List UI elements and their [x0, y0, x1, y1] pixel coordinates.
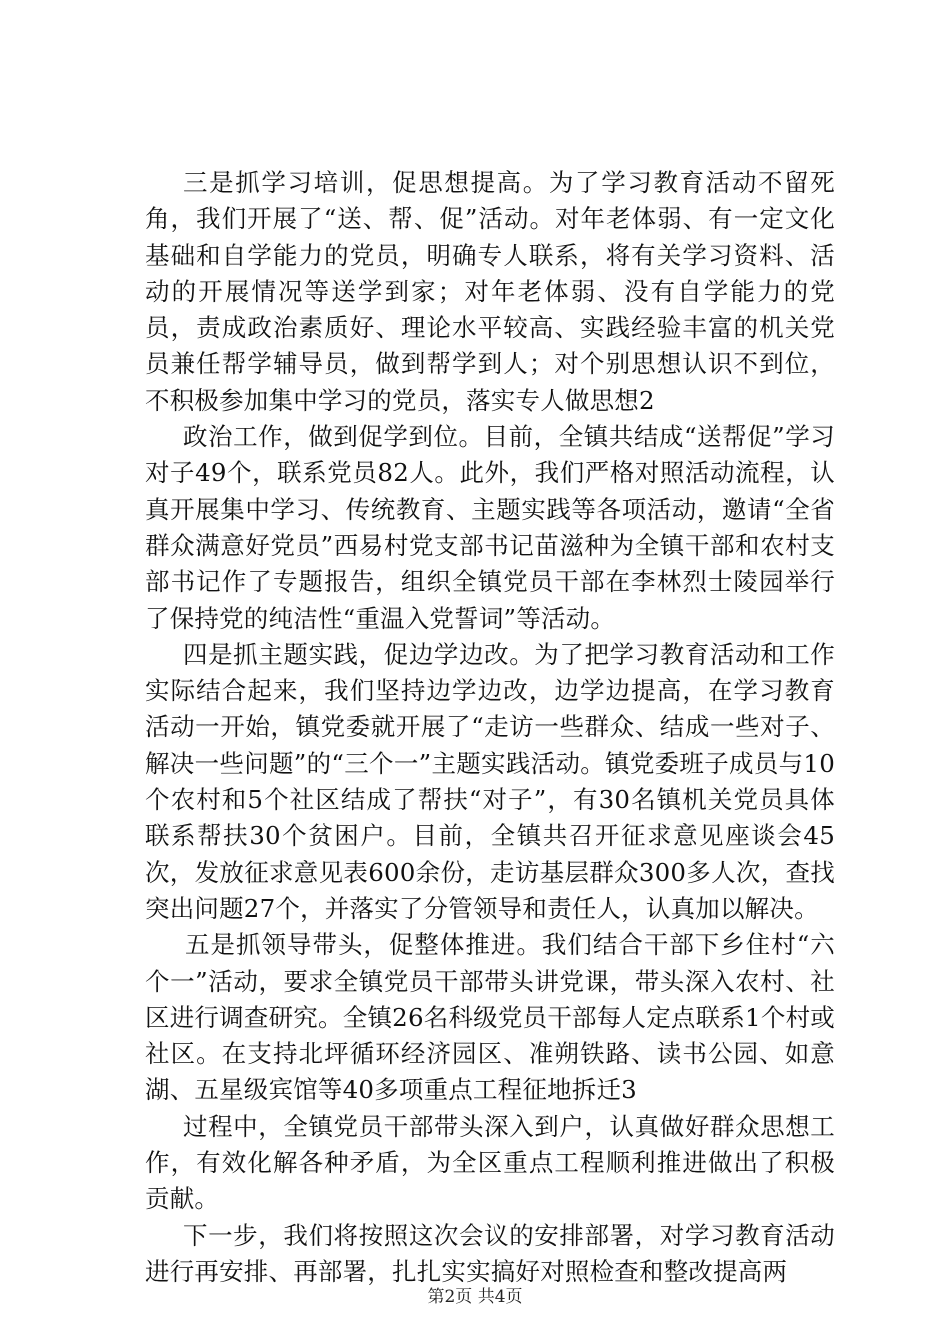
paragraph-process: 过程中，全镇党员干部带头深入到户，认真做好群众思想工作，有效化解各种矛盾，为全区重点工程顺利推进做出了积极贡献。	[145, 1111, 835, 1214]
paragraph-political-work: 政治工作，做到促学到位。目前，全镇共结成“送帮促”学习对子49个，联系党员82人。此外，我们严格对照活动流程，认真开展集中学习、传统教育、主题实践等各项活动，邀请“全省群众满意好党员”西易村党支部书记苗滋种为全镇干部和农村支部书记作了专题报告，组织全镇党员干部在李林烈士陵园举行了保持党的纯洁性“重温入党誓词”等活动。	[145, 422, 835, 633]
paragraph-study-training: 三是抓学习培训，促思想提高。为了学习教育活动不留死角，我们开展了“送、帮、促”活动。对年老体弱、有一定文化基础和自学能力的党员，明确专人联系，将有关学习资料、活动的开展情况等送学到家；对年老体弱、没有自学能力的党员，责成政治素质好、理论水平较高、实践经验丰富的机关党员兼任帮学辅导员，做到帮学到人；对个别思想认识不到位，不积极参加集中学习的党员，落实专人做思想2	[145, 168, 835, 415]
page-footer: 第2页 共4页	[427, 1287, 523, 1307]
paragraph-theme-practice: 四是抓主题实践，促边学边改。为了把学习教育活动和工作实际结合起来，我们坚持边学边改，边学边提高，在学习教育活动一开始，镇党委就开展了“走访一些群众、结成一些对子、解决一些问题”的“三个一”主题实践活动。镇党委班子成员与10个农村和5个社区结成了帮扶“对子”，有30名镇机关党员具体联系帮扶30个贫困户。目前，全镇共召开征求意见座谈会45次，发放征求意见表600余份，走访基层群众300多人次，查找突出问题27个，并落实了分管领导和责任人，认真加以解决。	[145, 639, 835, 923]
document-body	[145, 165, 835, 1290]
paragraph-leadership: 五是抓领导带头，促整体推进。我们结合干部下乡住村“六个一”活动，要求全镇党员干部带头讲党课，带头深入农村、社区进行调查研究。全镇26名科级党员干部每人定点联系1个村或社区。在支持北坪循环经济园区、准朔铁路、读书公园、如意湖、五星级宾馆等40多项重点工程征地拆迁3	[145, 930, 835, 1105]
paragraph-next-step: 下一步，我们将按照这次会议的安排部署，对学习教育活动进行再安排、再部署，扎扎实实搞好对照检查和整改提高两	[145, 1220, 835, 1286]
